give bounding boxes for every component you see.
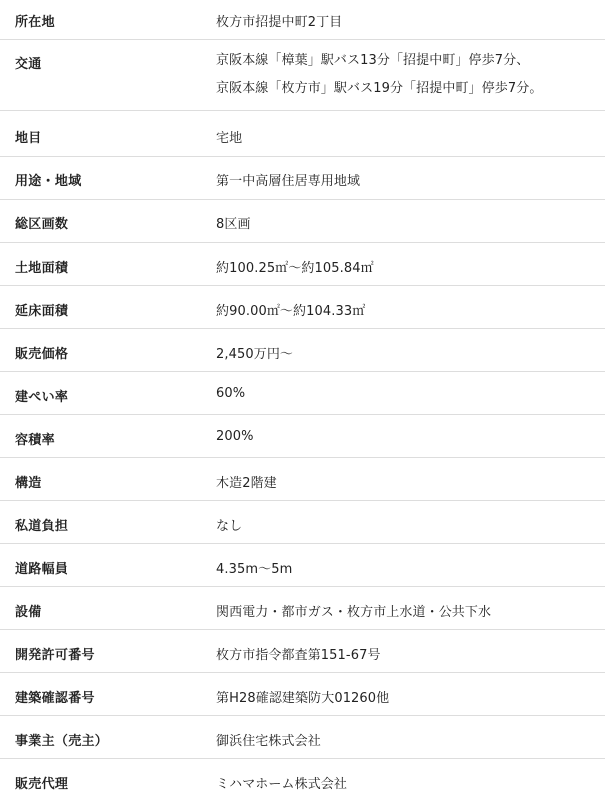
spec-value-road-width: 4.35m〜5m bbox=[216, 562, 293, 577]
spec-value-building-confirmation: 第H28確認建築防大01260他 bbox=[216, 691, 390, 706]
spec-value-price: 2,450万円〜 bbox=[216, 347, 294, 362]
spec-label-utilities: 設備 bbox=[15, 605, 42, 620]
spec-row-floor-area-ratio bbox=[0, 415, 605, 458]
spec-row-building-coverage bbox=[0, 372, 605, 415]
spec-label-location: 所在地 bbox=[15, 15, 55, 30]
spec-label-road-width: 道路幅員 bbox=[15, 562, 69, 577]
spec-value-access-line-2: 京阪本線「枚方市」駅バス19分「招提中町」停歩7分。 bbox=[216, 81, 543, 96]
spec-label-building-coverage: 建ぺい率 bbox=[15, 390, 69, 405]
spec-value-floor-area-ratio: 200% bbox=[216, 429, 254, 444]
spec-value-development-permit: 枚方市指令都査第151-67号 bbox=[216, 648, 381, 663]
spec-row-land-category bbox=[0, 111, 605, 157]
spec-label-price: 販売価格 bbox=[15, 347, 69, 362]
spec-value-sales-agent: ミハマホーム株式会社 bbox=[216, 777, 348, 792]
spec-row-zoning bbox=[0, 157, 605, 200]
spec-row-price bbox=[0, 329, 605, 372]
spec-row-road-width bbox=[0, 544, 605, 587]
spec-row-sales-agent bbox=[0, 759, 605, 800]
spec-row-development-permit bbox=[0, 630, 605, 673]
spec-label-development-permit: 開発許可番号 bbox=[15, 648, 95, 663]
spec-value-floor-area: 約90.00㎡〜約104.33㎡ bbox=[216, 304, 366, 319]
spec-label-total-lots: 総区画数 bbox=[15, 217, 69, 232]
spec-value-access-line-1: 京阪本線「樟葉」駅バス13分「招提中町」停歩7分、 bbox=[216, 53, 530, 68]
spec-value-utilities: 関西電力・都市ガス・枚方市上水道・公共下水 bbox=[216, 605, 492, 620]
spec-label-sales-agent: 販売代理 bbox=[15, 777, 69, 792]
spec-row-total-lots bbox=[0, 200, 605, 243]
spec-row-private-road bbox=[0, 501, 605, 544]
spec-row-floor-area bbox=[0, 286, 605, 329]
spec-value-building-coverage: 60% bbox=[216, 386, 246, 401]
spec-row-developer bbox=[0, 716, 605, 759]
spec-label-structure: 構造 bbox=[15, 476, 42, 491]
spec-label-private-road: 私道負担 bbox=[15, 519, 69, 534]
spec-label-floor-area-ratio: 容積率 bbox=[15, 433, 55, 448]
spec-value-total-lots: 8区画 bbox=[216, 217, 251, 232]
spec-value-access bbox=[216, 47, 542, 103]
spec-value-zoning: 第一中高層住居専用地域 bbox=[216, 174, 361, 189]
spec-value-private-road: なし bbox=[216, 519, 243, 534]
spec-value-land-category: 宅地 bbox=[216, 131, 243, 146]
spec-row-building-confirmation bbox=[0, 673, 605, 716]
spec-value-developer: 御浜住宅株式会社 bbox=[216, 734, 321, 749]
spec-label-floor-area: 延床面積 bbox=[15, 304, 69, 319]
spec-row-utilities bbox=[0, 587, 605, 630]
spec-label-building-confirmation: 建築確認番号 bbox=[15, 691, 95, 706]
spec-label-access: 交通 bbox=[15, 57, 42, 72]
spec-value-structure: 木造2階建 bbox=[216, 476, 277, 491]
spec-row-land-area bbox=[0, 243, 605, 286]
spec-row-location bbox=[0, 0, 605, 40]
spec-row-access bbox=[0, 40, 605, 111]
spec-label-land-category: 地目 bbox=[15, 131, 42, 146]
spec-value-location: 枚方市招提中町2丁目 bbox=[216, 15, 343, 30]
spec-row-structure bbox=[0, 458, 605, 501]
spec-label-developer: 事業主（売主） bbox=[15, 734, 109, 749]
spec-label-zoning: 用途・地域 bbox=[15, 174, 82, 189]
spec-value-land-area: 約100.25㎡〜約105.84㎡ bbox=[216, 261, 374, 276]
spec-label-land-area: 土地面積 bbox=[15, 261, 69, 276]
